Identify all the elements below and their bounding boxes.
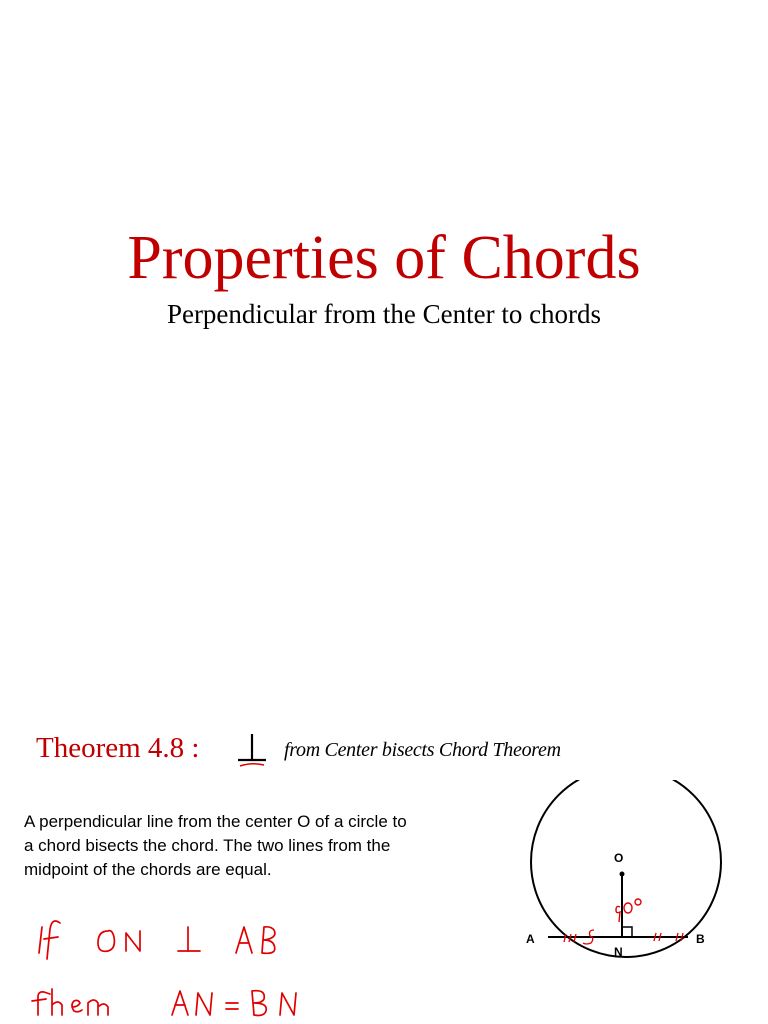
- label-b: B: [696, 932, 705, 946]
- theorem-label: Theorem 4.8 :: [36, 732, 200, 764]
- handwriting-an-equals-bn: [172, 991, 296, 1016]
- handwriting-then: [32, 989, 108, 1015]
- body-line: midpoint of the chords are equal.: [24, 860, 272, 879]
- circle-outline: [531, 780, 721, 957]
- handwriting-ab: [236, 927, 275, 954]
- slide-title: Properties of Chords: [127, 224, 641, 292]
- handwriting-perp: [178, 927, 200, 951]
- perpendicular-icon: [234, 732, 270, 768]
- red-underline-mark: [240, 764, 264, 766]
- handwriting-on: [98, 931, 140, 952]
- label-n: N: [614, 945, 623, 959]
- theorem-body: [24, 810, 504, 882]
- center-point: [620, 872, 625, 877]
- body-line: a chord bisects the chord. The two lines from the: [24, 836, 391, 855]
- slide-subtitle: Perpendicular from the Center to chords: [166, 299, 602, 329]
- handwritten-notes: [28, 915, 328, 1020]
- handwritten-90-degree-annotation: [616, 899, 641, 922]
- circle-diagram: [508, 780, 738, 970]
- right-angle-mark: [622, 927, 632, 937]
- theorem-name: from Center bisects Chord Theorem: [284, 739, 561, 761]
- body-line: A perpendicular line from the center O of a circle to: [24, 812, 407, 831]
- label-a: A: [526, 932, 535, 946]
- label-o: O: [614, 851, 624, 865]
- handwriting-if: [39, 921, 60, 959]
